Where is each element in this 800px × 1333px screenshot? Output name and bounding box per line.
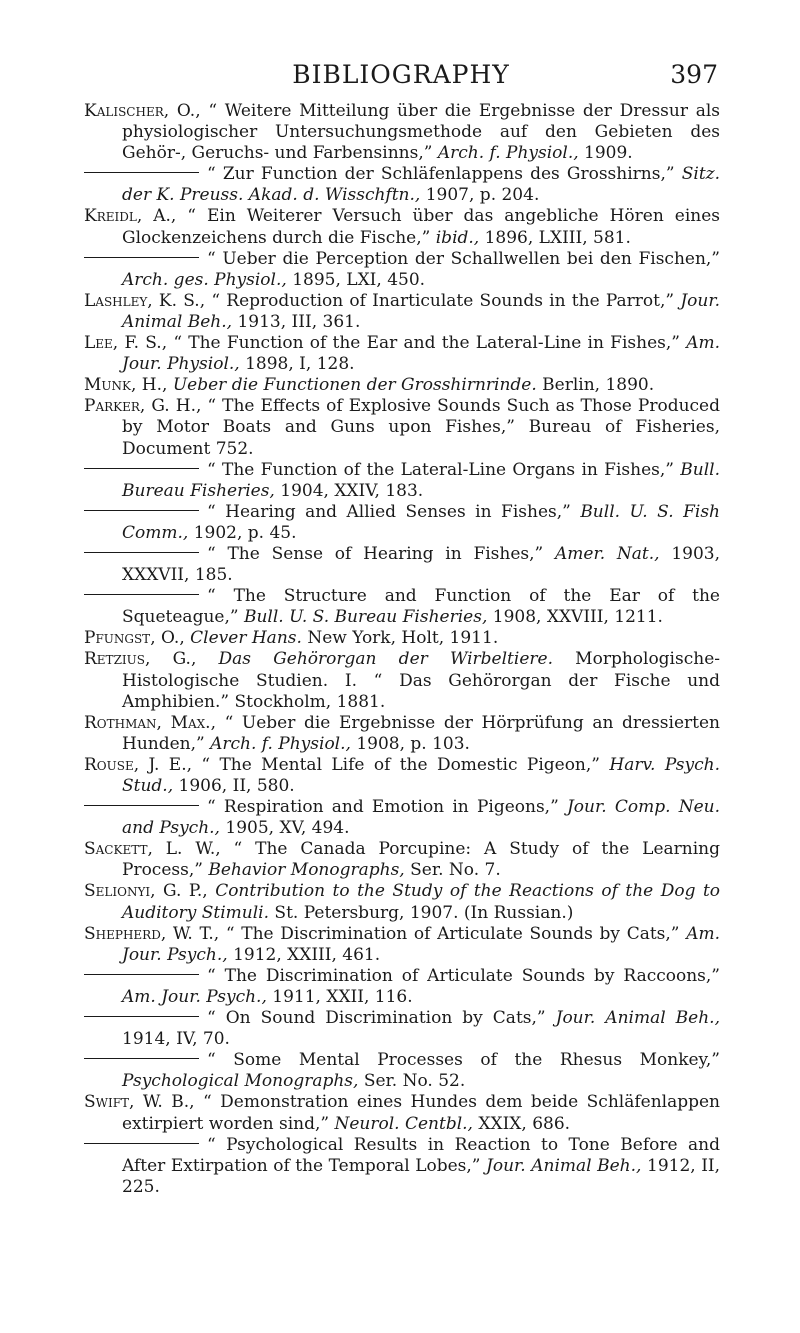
bibliography-entry [84, 1050, 720, 1092]
entry-source: Bull. U. S. Fish Comm., [122, 501, 720, 543]
bibliography-entry [84, 586, 720, 628]
entry-citation: Morphologische-Histologische Studien. I. “ Das Gehörorgan der Fische und Amphibien.” Stockholm, 1881. [122, 649, 720, 712]
entry-title: “ On Sound Discrimination by Cats,” [207, 1008, 546, 1029]
bibliography-entry [84, 1135, 720, 1198]
entry-source: Jour. Animal Beh., [486, 1155, 642, 1176]
entry-author: Retzius, G. [84, 649, 191, 670]
entry-title: “ The Canada Porcupine: A Study of the Learning Process,” [122, 839, 720, 881]
bibliography-entry [84, 1008, 720, 1050]
bibliography-entry: Parker, G. H., “ The Effects of Explosive Sounds Such as Those Produced by Motor Boats and Guns upon Fishes,” Bureau of Fisheries, Document 752. [84, 396, 720, 459]
entry-source: Sitz. der K. Preuss. Akad. d. Wisschftn., [122, 164, 721, 206]
entry-citation: Ser. No. 7. [410, 860, 501, 881]
ditto-dash [84, 974, 199, 975]
bibliography-entry [84, 249, 720, 291]
bibliography-entry: Kreidl, A., “ Ein Weiterer Versuch über das angebliche Hören eines Glockenzeichens durch die Fische,” ibid., 1896, LXIII, 581. [84, 206, 720, 248]
entry-author: Swift, W. B. [84, 1092, 190, 1113]
bibliography-entry: Rothman, Max., “ Ueber die Ergebnisse der Hörprüfung an dressierten Hunden,” Arch. f. Physiol., 1908, p. 103. [84, 712, 720, 754]
entry-source: Neurol. Centbl., [334, 1113, 473, 1134]
entry-source: Ueber die Functionen der Grosshirnrinde. [172, 375, 537, 396]
entry-source: Contribution to the Study of the Reactions of the Dog to Auditory Stimuli. [122, 881, 721, 923]
bibliography-entry: Lee, F. S., “ The Function of the Ear and the Lateral-Line in Fishes,” Am. Jour. Physiol., 1898, I, 128. [84, 333, 721, 375]
bibliography-entry: Rouse, J. E., “ The Mental Life of the Domestic Pigeon,” Harv. Psych. Stud., 1906, II, 580. [84, 754, 721, 796]
entry-citation: 1896, LXIII, 581. [484, 227, 631, 248]
entry-author: Lashley, K. S. [84, 290, 200, 311]
entry-author: Shepherd, W. T. [84, 923, 214, 944]
entry-title: “ The Function of the Lateral-Line Organs in Fishes,” [207, 459, 674, 480]
ditto-dash [84, 468, 199, 469]
entry-title: “ The Discrimination of Articulate Sounds by Raccoons,” [207, 965, 720, 986]
entry-title: “ The Discrimination of Articulate Sounds by Cats,” [225, 923, 680, 944]
page-number: 397 [670, 60, 718, 89]
entry-citation: Ser. No. 52. [363, 1071, 466, 1092]
bibliography-entry [84, 797, 720, 839]
bibliography-entry [84, 966, 720, 1008]
entry-citation: 1913, III, 361. [237, 311, 361, 332]
entry-citation: 1908, p. 103. [356, 733, 470, 754]
entry-citation: 1903, XXXVII, 185. [122, 543, 721, 586]
bibliography-entry: Lashley, K. S., “ Reproduction of Inarticulate Sounds in the Parrot,” Jour. Animal Beh., 1913, III, 361. [84, 290, 720, 332]
entry-title: “ Weitere Mitteilung über die Ergebnisse der Dressur als physiologischer Untersuchungsmethode auf den Gebieten des Gehör-, Geruchs- und Farbensinns,” [122, 101, 720, 164]
ditto-dash [84, 510, 199, 511]
entry-source: Am. Jour. Physiol., [122, 333, 721, 375]
entry-title: “ Ein Weiterer Versuch über das angebliche Hören eines Glockenzeichens durch die Fische,” [122, 206, 720, 248]
page-header [84, 58, 718, 92]
ditto-dash [84, 172, 199, 173]
entry-source: Am. Jour. Psych., [122, 986, 267, 1007]
entry-citation: 1907, p. 204. [425, 185, 540, 206]
entry-citation: St. Petersburg, 1907. (In Russian.) [274, 902, 574, 923]
entry-title: “ The Sense of Hearing in Fishes,” [207, 543, 544, 564]
entry-title: “ Zur Function der Schläfenlappens des Grosshirns,” [207, 164, 675, 185]
entry-source: Bull. U. S. Bureau Fisheries, [243, 607, 488, 628]
bibliography-entry: Kalischer, O., “ Weitere Mitteilung über die Ergebnisse der Dressur als physiologischer Untersuchungsmethode auf den Gebieten des Gehör-, Geruchs- und Farbensinns,” Arch. f. Physiol., 1909. [84, 101, 720, 164]
entry-source: Psychological Monographs, [122, 1071, 359, 1092]
entry-title: “ Demonstration eines Hundes dem beide Schläfenlappen extirpiert worden sind,” [122, 1092, 720, 1134]
entry-source: Bull. Bureau Fisheries, [122, 459, 720, 501]
ditto-dash [84, 1143, 199, 1144]
entry-title: “ Ueber die Ergebnisse der Hörprüfung an dressierten Hunden,” [122, 712, 720, 754]
entry-author: Kreidl, A. [84, 206, 171, 227]
entry-source: Arch. ges. Physiol., [122, 269, 287, 290]
entry-citation: 1911, XXII, 116. [272, 986, 413, 1007]
bibliography-entry: Sackett, L. W., “ The Canada Porcupine: A Study of the Learning Process,” Behavior Monographs, Ser. No. 7. [84, 839, 720, 881]
entry-title: “ Ueber die Perception der Schallwellen bei den Fischen,” [207, 248, 720, 269]
bibliography-entry [84, 544, 720, 586]
bibliography-entry [84, 460, 720, 502]
entry-citation: 1906, II, 580. [178, 776, 295, 796]
bibliography-entry: Munk, H., Ueber die Functionen der Grosshirnrinde. Berlin, 1890. [84, 375, 655, 396]
entry-author: Pfungst, O. [84, 628, 180, 649]
bibliography-entry: Shepherd, W. T., “ The Discrimination of Articulate Sounds by Cats,” Am. Jour. Psych., 1912, XXIII, 461. [84, 923, 721, 965]
entry-citation: 1902, p. 45. [193, 522, 297, 543]
entry-citation: 1905, XV, 494. [225, 818, 350, 839]
entry-source: Jour. Animal Beh., [122, 290, 720, 332]
entry-citation: XXIX, 686. [478, 1113, 571, 1134]
entry-title: “ The Mental Life of the Domestic Pigeon,” [201, 754, 600, 775]
ditto-dash [84, 257, 199, 258]
bibliography-entry: Swift, W. B., “ Demonstration eines Hundes dem beide Schläfenlappen extirpiert worden sind,” Neurol. Centbl., XXIX, 686. [84, 1092, 720, 1134]
ditto-dash [84, 805, 199, 806]
entry-citation: Berlin, 1890. [542, 375, 655, 396]
entry-author: Sackett, L. W. [84, 839, 216, 860]
entry-source: Jour. Comp. Neu. and Psych., [122, 797, 721, 839]
entry-author: Rothman, Max. [84, 712, 211, 733]
bibliography-list [84, 101, 720, 1198]
entry-citation: New York, Holt, 1911. [307, 628, 499, 649]
bibliography-entry: Retzius, G., Das Gehörorgan der Wirbeltiere. Morphologische-Histologische Studien. I. “ Das Gehörorgan der Fische und Amphibien.” Stockholm, 1881. [84, 649, 720, 712]
entry-source: Behavior Monographs, [208, 860, 405, 881]
entry-source: ibid., [435, 227, 480, 248]
entry-source: Arch. f. Physiol., [210, 733, 351, 754]
entry-source: Clever Hans. [190, 628, 302, 649]
entry-citation: 1912, II, 225. [122, 1155, 721, 1197]
entry-source: Arch. f. Physiol., [437, 143, 579, 164]
ditto-dash [84, 1058, 199, 1059]
bibliography-entry [84, 502, 720, 544]
entry-source: Am. Jour. Psych., [122, 923, 721, 965]
ditto-dash [84, 1016, 199, 1017]
entry-title: “ Hearing and Allied Senses in Fishes,” [207, 501, 571, 522]
entry-author: Lee, F. S. [84, 333, 162, 354]
entry-author: Rouse, J. E. [84, 754, 187, 775]
bibliography-entry [84, 164, 720, 206]
ditto-dash [84, 552, 199, 553]
entry-title: “ Some Mental Processes of the Rhesus Monkey,” [207, 1050, 720, 1071]
entry-title: “ The Effects of Explosive Sounds Such as Those Produced by Motor Boats and Guns upon Fishes,” Bureau of Fisheries, Document 752. [122, 396, 720, 459]
entry-author: Munk, H. [84, 375, 163, 396]
bibliography-entry: Selionyi, G. P., Contribution to the Study of the Reactions of the Dog to Auditory Stimuli. St. Petersburg, 1907. (In Russian.) [84, 881, 721, 923]
entry-title: “ Reproduction of Inarticulate Sounds in the Parrot,” [211, 290, 675, 311]
entry-source: Harv. Psych. Stud., [122, 754, 721, 796]
entry-title: “ The Structure and Function of the Ear of the Squeteague,” [122, 586, 720, 628]
entry-source: Amer. Nat., [555, 543, 660, 564]
entry-author: Kalischer, O. [84, 101, 196, 121]
running-title: BIBLIOGRAPHY [292, 60, 510, 89]
entry-title: “ Respiration and Emotion in Pigeons,” [207, 797, 559, 818]
entry-citation: 1895, LXI, 450. [292, 269, 426, 290]
entry-citation: 1909. [584, 143, 633, 164]
entry-source: Das Gehörorgan der Wirbeltiere. [218, 649, 553, 670]
entry-source: Jour. Animal Beh., [555, 1008, 720, 1029]
entry-citation: 1914, IV, 70. [122, 1029, 230, 1050]
entry-title: “ Psychological Results in Reaction to Tone Before and After Extirpation of the Temporal Lobes,” [122, 1134, 720, 1176]
entry-citation: 1898, I, 128. [245, 354, 355, 375]
ditto-dash [84, 594, 199, 595]
bibliography-entry: Pfungst, O., Clever Hans. New York, Holt, 1911. [84, 628, 499, 649]
entry-author: Parker, G. H. [84, 396, 196, 417]
entry-citation: 1912, XXIII, 461. [233, 944, 381, 965]
entry-title: “ The Function of the Ear and the Lateral-Line in Fishes,” [173, 333, 680, 354]
entry-citation: 1908, XXVIII, 1211. [492, 607, 663, 628]
entry-citation: 1904, XXIV, 183. [280, 480, 424, 501]
entry-author: Selionyi, G. P. [84, 881, 203, 902]
